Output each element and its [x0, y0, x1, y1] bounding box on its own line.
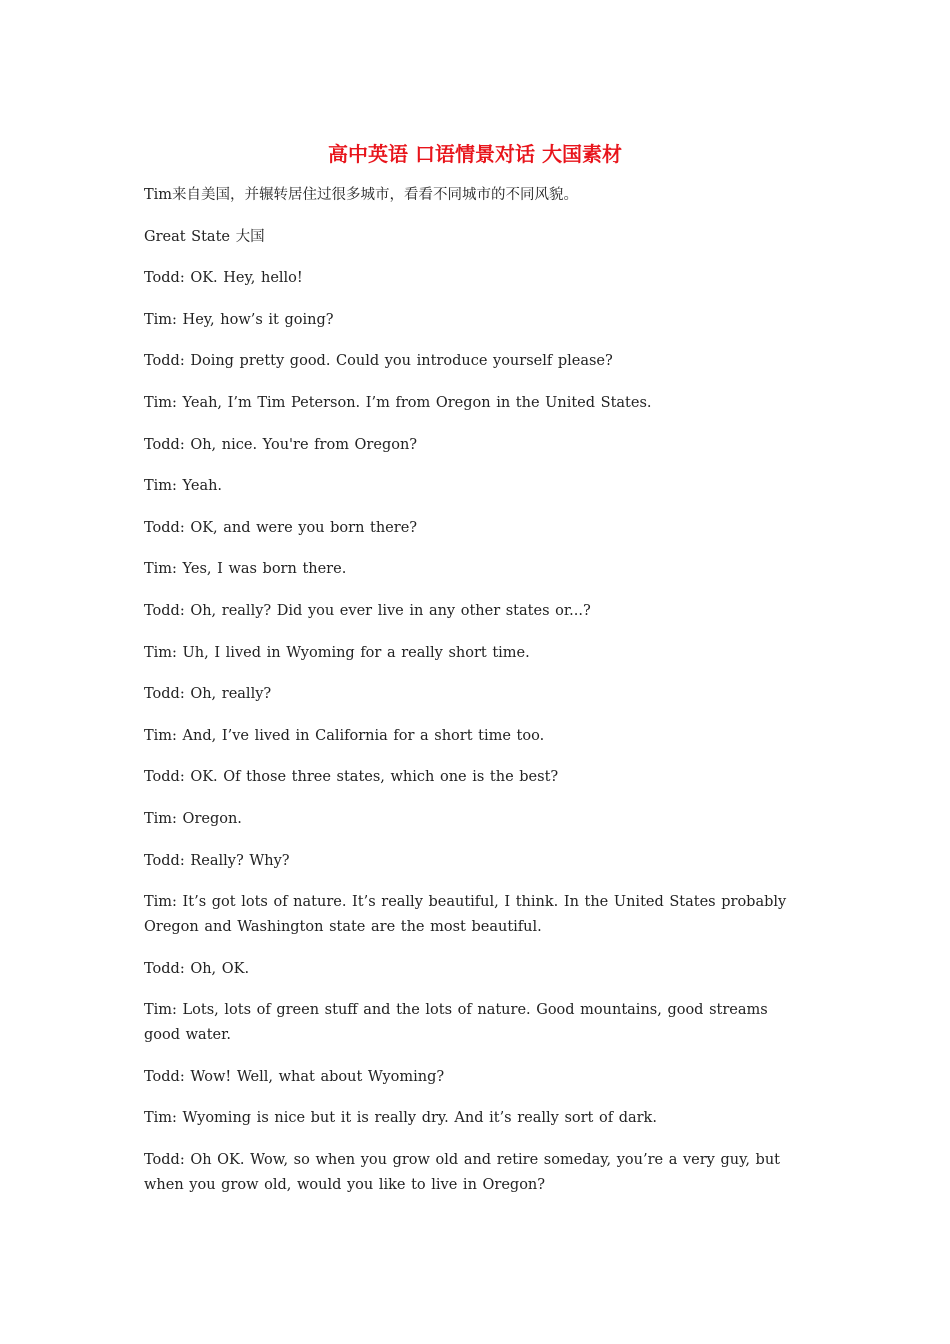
dialogue-line: Tim: It’s got lots of nature. It’s really beautiful, I think. In the United States probably Oregon and Washington state are the most beautiful. — [144, 894, 787, 936]
dialogue-line: Todd: Oh, really? Did you ever live in any other states or...? — [144, 602, 591, 619]
intro-paragraph: Tim来自美国，并辗转居住过很多城市，看看不同城市的不同风貌。 — [144, 187, 579, 203]
document-title: 高中英语 口语情景对话 大国素材 — [328, 142, 622, 166]
dialogue-line: Todd: Doing pretty good. Could you introduce yourself please? — [144, 353, 613, 370]
dialogue-line: Tim: Yeah. — [144, 478, 223, 495]
dialogue-line: Tim: And, I’ve lived in California for a short time too. — [144, 727, 545, 744]
dialogue-line: Tim: Yes, I was born there. — [144, 561, 347, 578]
dialogue-line: Tim: Lots, lots of green stuff and the lots of nature. Good mountains, good streams good water. — [144, 1002, 768, 1044]
dialogue-line: Tim: Wyoming is nice but it is really dry. And it’s really sort of dark. — [144, 1110, 657, 1127]
dialogue-line: Todd: Oh, really? — [144, 686, 272, 703]
dialogue-line: Tim: Yeah, I’m Tim Peterson. I’m from Oregon in the United States. — [144, 394, 652, 411]
dialogue-line: Todd: OK. Of those three states, which one is the best? — [144, 769, 559, 786]
dialogue-line: Tim: Oregon. — [144, 810, 242, 827]
dialogue-line: Todd: OK. Hey, hello! — [144, 270, 303, 287]
dialogue-line: Todd: Wow! Well, what about Wyoming? — [144, 1068, 445, 1085]
dialogue-line: Todd: Oh, nice. You're from Oregon? — [144, 436, 418, 453]
dialogue-subtitle: Great State 大国 — [144, 228, 265, 245]
dialogue-line: Todd: OK, and were you born there? — [144, 519, 418, 536]
document-body — [144, 183, 794, 1215]
dialogue-line: Tim: Uh, I lived in Wyoming for a really short time. — [144, 644, 530, 661]
dialogue-line: Todd: Really? Why? — [144, 852, 290, 869]
dialogue-line: Todd: Oh OK. Wow, so when you grow old and retire someday, you’re a very guy, but when you grow old, would you like to live in Oregon? — [144, 1152, 781, 1194]
dialogue-line: Todd: Oh, OK. — [144, 960, 250, 977]
dialogue-line: Tim: Hey, how’s it going? — [144, 311, 334, 328]
